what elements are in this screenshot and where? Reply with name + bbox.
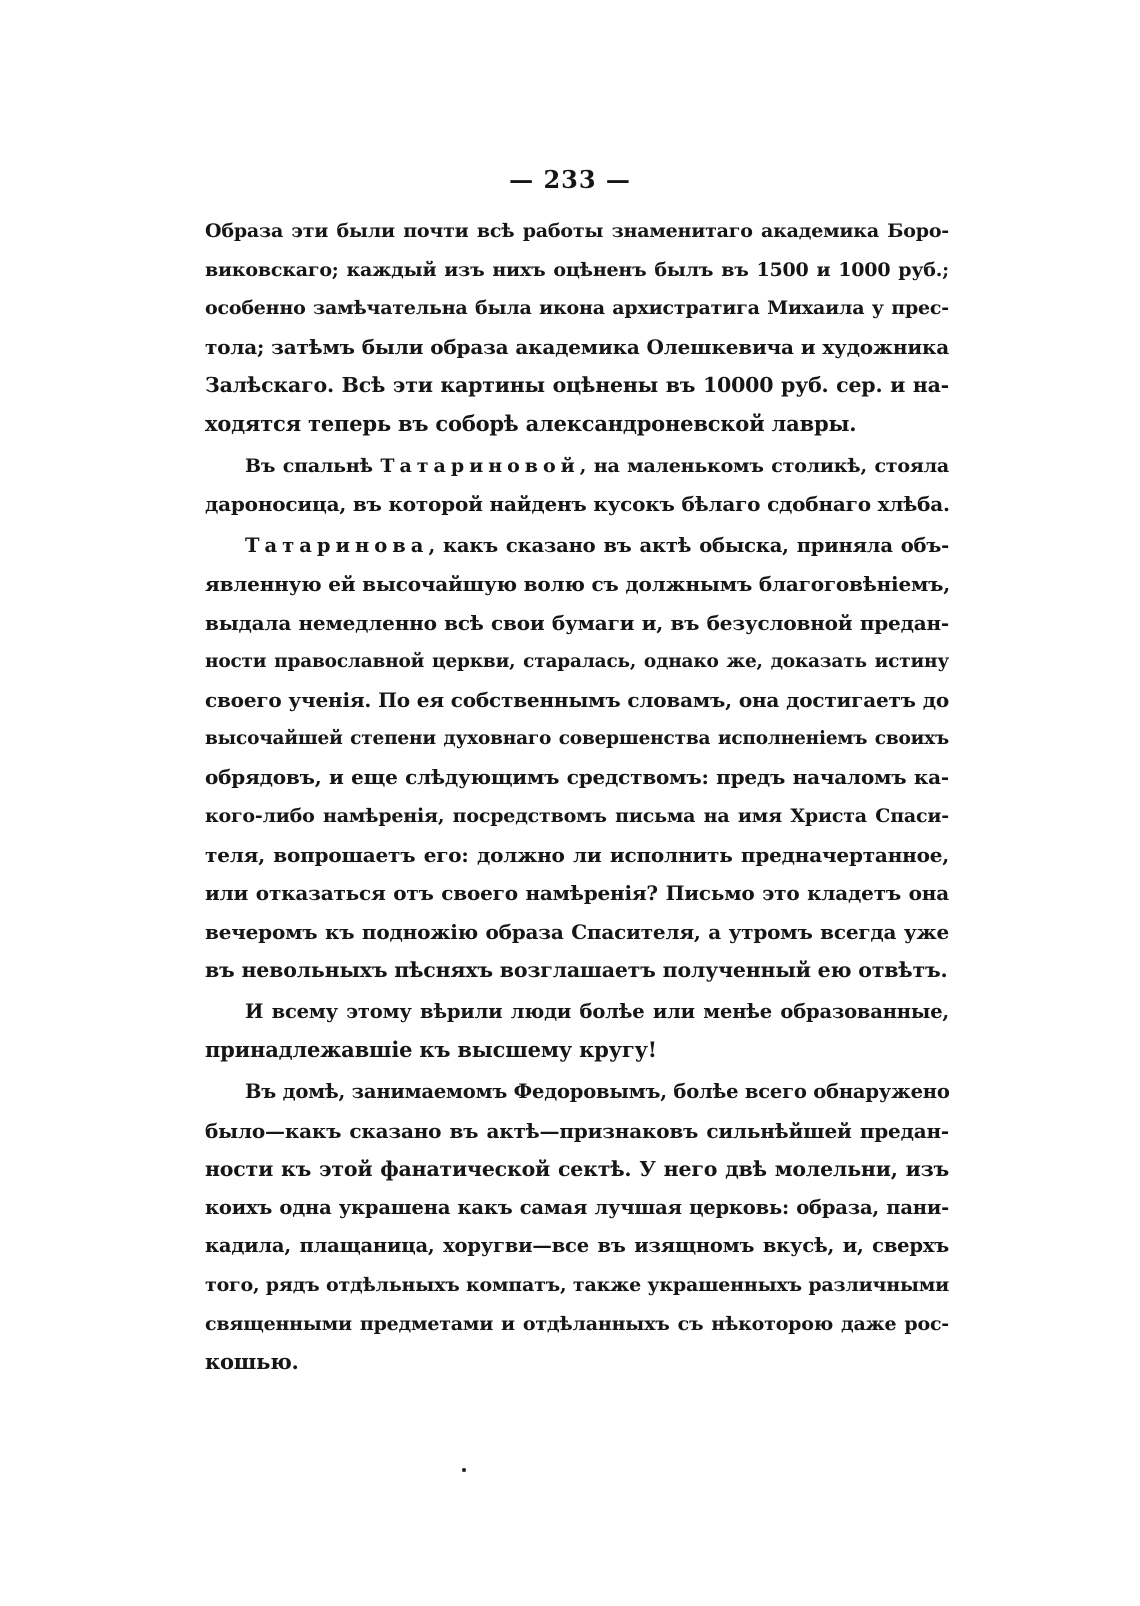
text-line: выдала немедленно всѣ свои бумаги и, въ безусловной предан- <box>205 610 949 635</box>
text-line: ности къ этой фанатической сектѣ. У него двѣ молельни, изъ <box>205 1157 949 1182</box>
text-line <box>245 447 949 486</box>
text-line: или отказаться отъ своего намѣренія? Письмо это кладетъ она <box>205 881 949 906</box>
text-line: принадлежавшіе къ высшему кругу! <box>205 1037 657 1063</box>
text-line: обрядовъ, и еще слѣдующимъ средствомъ: предъ началомъ ка- <box>205 765 949 790</box>
text-line: ходятся теперь въ соборѣ александроневской лавры. <box>205 410 857 436</box>
text-line <box>245 527 949 566</box>
text-fragment: Въ спальнѣ <box>245 454 381 477</box>
text-line: теля, вопрошаетъ его: должно ли исполнить предначертанное, <box>205 842 949 867</box>
page-number: — 233 — <box>509 165 631 194</box>
ink-speck <box>462 1468 466 1472</box>
text-line: кадила, плащаница, хоругви—все въ изящномъ вкусѣ, и, сверхъ <box>205 1234 949 1258</box>
paragraph-3 <box>205 527 949 990</box>
text-line: того, рядъ отдѣльныхъ компатъ, также украшенныхъ различными <box>205 1274 950 1297</box>
text-line: кого-либо намѣренія, посредствомъ письма на имя Христа Спаси- <box>205 804 949 827</box>
paragraph-2 <box>205 447 949 524</box>
text-line: явленную ей высочайшую волю съ должнымъ благоговѣніемъ, <box>205 572 951 597</box>
spaced-name: Татариновой <box>380 454 580 477</box>
text-line: было—какъ сказано въ актѣ—признаковъ сильнѣйшей предан- <box>205 1118 949 1143</box>
text-line: Образа эти были почти всѣ работы знаменитаго академика Боро- <box>205 220 949 242</box>
text-fragment: , на маленькомъ столикѣ, стояла <box>579 454 949 477</box>
text-fragment: , какъ сказано въ актѣ обыска, приняла объ- <box>428 533 949 557</box>
text-line: особенно замѣчательна была икона архистратига Михаила у прес- <box>205 297 949 320</box>
text-line: своего ученія. По ея собственнымъ словамъ, она достигаетъ до <box>205 688 949 713</box>
text-line: коихъ одна украшена какъ самая лучшая церковь: образа, пани- <box>205 1195 949 1219</box>
spaced-name: Татаринова <box>245 533 429 557</box>
paragraph-4 <box>205 993 949 1070</box>
text-line: высочайшей степени духовнаго совершенства исполненіемъ своихъ <box>205 727 949 749</box>
text-line: въ невольныхъ пѣсняхъ возглашаетъ полученный ею отвѣтъ. <box>205 958 948 983</box>
text-line: кошью. <box>205 1349 299 1375</box>
text-line: священными предметами и отдѣланныхъ съ нѣкоторою даже рос- <box>205 1312 949 1335</box>
text-line: И всему этому вѣрили люди болѣе или менѣе образованные, <box>245 999 949 1023</box>
text-line: виковскаго; каждый изъ нихъ оцѣненъ былъ въ 1500 и 1000 руб.; <box>205 258 949 281</box>
body-text <box>205 212 949 1382</box>
text-line: Въ домѣ, занимаемомъ Федоровымъ, болѣе всего обнаружено <box>245 1080 950 1104</box>
text-line: ности православной церкви, старалась, однако же, доказать истину <box>205 650 949 672</box>
text-line: вечеромъ къ подножію образа Спасителя, а утромъ всегда уже <box>205 919 949 944</box>
paragraph-1 <box>205 212 949 444</box>
paragraph-5 <box>205 1073 949 1382</box>
text-line: дароносица, въ которой найденъ кусокъ бѣлаго сдобнаго хлѣба. <box>205 492 950 517</box>
text-line: тола; затѣмъ были образа академика Олешкевича и художника <box>205 334 949 359</box>
text-line: Залѣскаго. Всѣ эти картины оцѣнены въ 10000 руб. сер. и на- <box>205 373 949 398</box>
